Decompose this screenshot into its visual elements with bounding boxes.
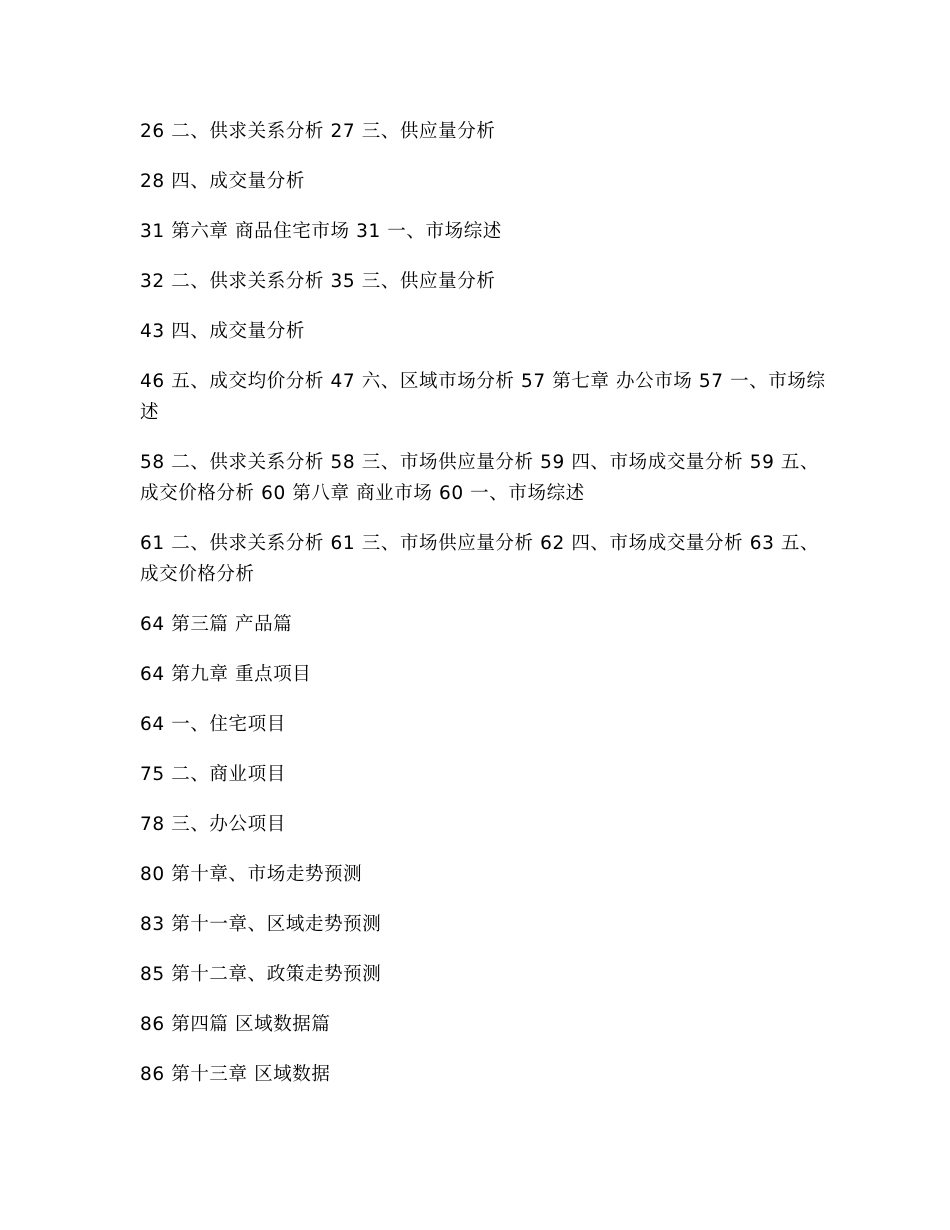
- toc-entry: 46 五、成交均价分析 47 六、区域市场分析 57 第七章 办公市场 57 一、市场综述: [140, 371, 826, 423]
- toc-entry: 80 第十章、市场走势预测: [140, 864, 363, 885]
- toc-entry: 31 第六章 商品住宅市场 31 一、市场综述: [140, 221, 502, 242]
- toc-entry: 32 二、供求关系分析 35 三、供应量分析: [140, 271, 496, 292]
- toc-entry: 28 四、成交量分析: [140, 171, 305, 192]
- toc-entry: 86 第四篇 区域数据篇: [140, 1014, 331, 1035]
- toc-entry: 64 一、住宅项目: [140, 714, 286, 735]
- toc-entry: 83 第十一章、区域走势预测: [140, 914, 382, 935]
- toc-entry: 85 第十二章、政策走势预测: [140, 964, 382, 985]
- toc-entry: 58 二、供求关系分析 58 三、市场供应量分析 59 四、市场成交量分析 59 五、成交价格分析 60 第八章 商业市场 60 一、市场综述: [140, 452, 820, 504]
- toc-entry: 43 四、成交量分析: [140, 321, 305, 342]
- toc-entry: 78 三、办公项目: [140, 814, 286, 835]
- toc-entry: 64 第九章 重点项目: [140, 664, 312, 685]
- toc-entry: 61 二、供求关系分析 61 三、市场供应量分析 62 四、市场成交量分析 63 五、成交价格分析: [140, 533, 820, 585]
- toc-entry: 75 二、商业项目: [140, 764, 286, 785]
- table-of-contents: [140, 116, 830, 1109]
- toc-entry: 86 第十三章 区域数据: [140, 1064, 331, 1085]
- toc-entry: 26 二、供求关系分析 27 三、供应量分析: [140, 121, 496, 142]
- toc-entry: 64 第三篇 产品篇: [140, 614, 293, 635]
